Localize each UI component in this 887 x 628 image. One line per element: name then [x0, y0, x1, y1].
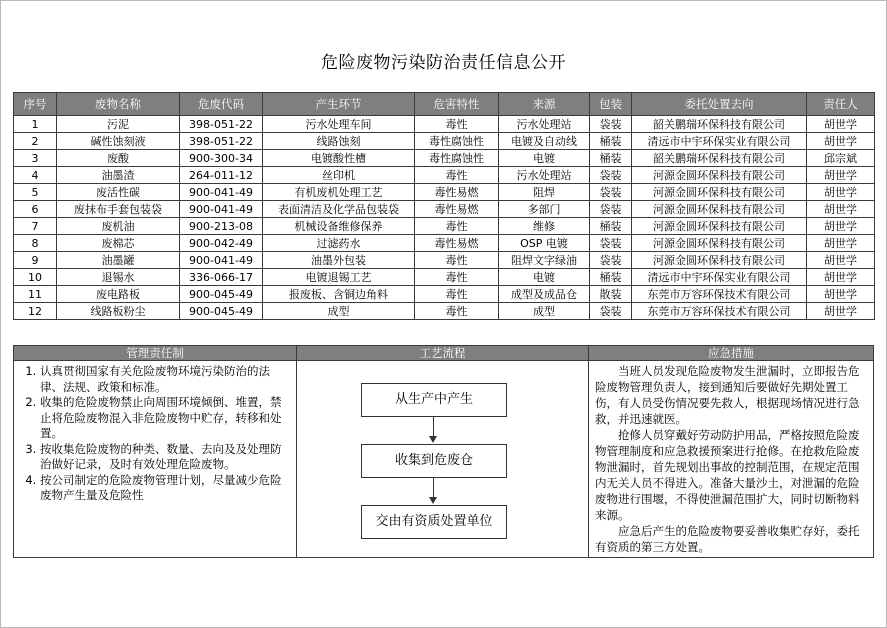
table-header-row: [14, 93, 875, 116]
cell-waste-name: 退锡水: [57, 269, 180, 286]
header-process-stage: 产生环节: [263, 93, 415, 116]
cell-process-stage: 机械设备维修保养: [263, 218, 415, 235]
cell-hazard-property: 毒性腐蚀性: [415, 133, 499, 150]
cell-process-stage: 丝印机: [263, 167, 415, 184]
cell-index: 11: [14, 286, 57, 303]
flow-arrow: [433, 416, 434, 438]
cell-source: 污水处理站: [499, 167, 590, 184]
cell-waste-code: 900-213-08: [180, 218, 263, 235]
header-disposal-destination: 委托处置去向: [632, 93, 807, 116]
cell-waste-name: 碱性蚀刻液: [57, 133, 180, 150]
info-panel: [13, 345, 874, 558]
table-row: [14, 218, 875, 235]
cell-responsible-person: 胡世学: [807, 184, 875, 201]
flow-step-generate: 从生产中产生: [361, 383, 507, 417]
cell-source: 多部门: [499, 201, 590, 218]
table-row: [14, 201, 875, 218]
cell-hazard-property: 毒性: [415, 269, 499, 286]
cell-process-stage: 表面清洁及化学品包装袋: [263, 201, 415, 218]
flow-step-collect: 收集到危废仓: [361, 444, 507, 478]
cell-process-stage: 污水处理车间: [263, 116, 415, 133]
cell-disposal-destination: 东莞市万容环保技术有限公司: [632, 303, 807, 320]
cell-disposal-destination: 清远市中宇环保实业有限公司: [632, 269, 807, 286]
emergency-header: 应急措施: [589, 346, 873, 361]
process-header: 工艺流程: [297, 346, 588, 361]
cell-disposal-destination: 河源金圆环保科技有限公司: [632, 167, 807, 184]
management-column: [14, 361, 296, 557]
cell-waste-name: 废抹布手套包装袋: [57, 201, 180, 218]
cell-hazard-property: 毒性易燃: [415, 184, 499, 201]
process-column: [297, 361, 588, 557]
cell-packaging: 袋装: [590, 252, 632, 269]
cell-index: 5: [14, 184, 57, 201]
cell-waste-name: 废活性碳: [57, 184, 180, 201]
table-row: [14, 269, 875, 286]
cell-waste-code: 336-066-17: [180, 269, 263, 286]
cell-responsible-person: 胡世学: [807, 167, 875, 184]
cell-index: 7: [14, 218, 57, 235]
table-row: [14, 184, 875, 201]
header-index: 序号: [14, 93, 57, 116]
header-responsible-person: 责任人: [807, 93, 875, 116]
cell-index: 1: [14, 116, 57, 133]
cell-packaging: 桶装: [590, 150, 632, 167]
table-row: [14, 303, 875, 320]
cell-disposal-destination: 河源金圆环保科技有限公司: [632, 201, 807, 218]
cell-responsible-person: 胡世学: [807, 235, 875, 252]
list-item: 2. 收集的危险废物禁止向周围环境倾倒、堆置，禁止将危险废物混入非危险废物中贮存，转移和处置。: [40, 395, 296, 442]
cell-packaging: 袋装: [590, 303, 632, 320]
cell-waste-code: 398-051-22: [180, 116, 263, 133]
cell-source: OSP 电镀: [499, 235, 590, 252]
hazardous-waste-table: [13, 92, 875, 320]
cell-process-stage: 过滤药水: [263, 235, 415, 252]
list-item: 1. 认真贯彻国家有关危险废物环境污染防治的法律、法规、政策和标准。: [40, 364, 296, 395]
cell-index: 3: [14, 150, 57, 167]
cell-responsible-person: 胡世学: [807, 252, 875, 269]
cell-disposal-destination: 韶关鹏瑞环保科技有限公司: [632, 150, 807, 167]
header-packaging: 包装: [590, 93, 632, 116]
cell-responsible-person: 胡世学: [807, 286, 875, 303]
cell-hazard-property: 毒性: [415, 116, 499, 133]
cell-responsible-person: 邱宗斌: [807, 150, 875, 167]
cell-disposal-destination: 东莞市万容环保技术有限公司: [632, 286, 807, 303]
cell-waste-name: 油墨渣: [57, 167, 180, 184]
cell-source: 成型及成品仓: [499, 286, 590, 303]
cell-packaging: 袋装: [590, 235, 632, 252]
arrow-down-icon: [429, 497, 437, 504]
management-list: [14, 364, 296, 504]
page-title: 危险废物污染防治责任信息公开: [321, 53, 566, 73]
cell-waste-code: 264-011-12: [180, 167, 263, 184]
cell-waste-code: 900-045-49: [180, 286, 263, 303]
cell-waste-code: 900-042-49: [180, 235, 263, 252]
cell-hazard-property: 毒性易燃: [415, 201, 499, 218]
flow-arrow: [433, 477, 434, 499]
cell-source: 维修: [499, 218, 590, 235]
table-row: [14, 252, 875, 269]
cell-index: 9: [14, 252, 57, 269]
table-row: [14, 286, 875, 303]
cell-waste-code: 900-045-49: [180, 303, 263, 320]
table-row: [14, 150, 875, 167]
cell-responsible-person: 胡世学: [807, 303, 875, 320]
cell-source: 电镀: [499, 150, 590, 167]
cell-responsible-person: 胡世学: [807, 269, 875, 286]
cell-index: 6: [14, 201, 57, 218]
cell-packaging: 桶装: [590, 269, 632, 286]
cell-source: 电镀: [499, 269, 590, 286]
cell-responsible-person: 胡世学: [807, 201, 875, 218]
cell-waste-name: 废机油: [57, 218, 180, 235]
cell-packaging: 袋装: [590, 116, 632, 133]
emergency-paragraph: 当班人员发现危险废物发生泄漏时，立即报告危险废物管理负责人，接到通知后要做好先期处置工伤，有人员受伤情况要先救人，根据现场情况进行急救，并迅速就医。: [595, 364, 860, 426]
header-waste-name: 废物名称: [57, 93, 180, 116]
cell-waste-code: 398-051-22: [180, 133, 263, 150]
header-waste-code: 危废代码: [180, 93, 263, 116]
cell-hazard-property: 毒性易燃: [415, 235, 499, 252]
cell-index: 10: [14, 269, 57, 286]
cell-process-stage: 电镀酸性槽: [263, 150, 415, 167]
cell-packaging: 散装: [590, 286, 632, 303]
flow-step-dispose: 交由有资质处置单位: [361, 505, 507, 539]
cell-process-stage: 报废板、含铜边角料: [263, 286, 415, 303]
cell-waste-name: 废酸: [57, 150, 180, 167]
header-source: 来源: [499, 93, 590, 116]
header-hazard-property: 危害特性: [415, 93, 499, 116]
cell-packaging: 桶装: [590, 133, 632, 150]
cell-waste-name: 废电路板: [57, 286, 180, 303]
cell-disposal-destination: 河源金圆环保科技有限公司: [632, 252, 807, 269]
emergency-paragraph: 应急后产生的危险废物要妥善收集贮存好，委托有资质的第三方处置。: [595, 524, 860, 554]
emergency-paragraph: 抢修人员穿戴好劳动防护用品，严格按照危险废物管理制度和应急救援预案进行抢修。在抢救危险废物泄漏时，首先规划出事故的控制范围，在规定范围内无关人员不得进入。准备大量沙土，对泄漏的危险废物进行围堰，不得使泄漏范围扩大，同时切断物料来源。: [595, 428, 860, 522]
cell-source: 污水处理站: [499, 116, 590, 133]
cell-disposal-destination: 河源金圆环保科技有限公司: [632, 218, 807, 235]
management-header: 管理责任制: [14, 346, 296, 361]
list-item: 4. 按公司制定的危险废物管理计划，尽量减少危险废物产生量及危险性: [40, 473, 296, 504]
cell-index: 2: [14, 133, 57, 150]
cell-responsible-person: 胡世学: [807, 133, 875, 150]
cell-process-stage: 成型: [263, 303, 415, 320]
list-item: 3. 按收集危险废物的种类、数量、去向及及处理防治做好记录，及时有效处理危险废物。: [40, 442, 296, 473]
cell-waste-name: 线路板粉尘: [57, 303, 180, 320]
cell-hazard-property: 毒性: [415, 252, 499, 269]
cell-responsible-person: 胡世学: [807, 116, 875, 133]
cell-waste-name: 油墨罐: [57, 252, 180, 269]
cell-packaging: 袋装: [590, 167, 632, 184]
cell-disposal-destination: 河源金圆环保科技有限公司: [632, 184, 807, 201]
cell-index: 4: [14, 167, 57, 184]
cell-hazard-property: 毒性: [415, 218, 499, 235]
cell-hazard-property: 毒性: [415, 167, 499, 184]
table-row: [14, 167, 875, 184]
cell-disposal-destination: 河源金圆环保科技有限公司: [632, 235, 807, 252]
cell-source: 阻焊: [499, 184, 590, 201]
cell-packaging: 袋装: [590, 201, 632, 218]
cell-index: 12: [14, 303, 57, 320]
cell-waste-name: 污泥: [57, 116, 180, 133]
cell-waste-code: 900-041-49: [180, 252, 263, 269]
cell-hazard-property: 毒性: [415, 303, 499, 320]
emergency-column: [589, 361, 873, 557]
cell-source: 电镀及自动线: [499, 133, 590, 150]
cell-process-stage: 油墨外包装: [263, 252, 415, 269]
table-row: [14, 116, 875, 133]
cell-source: 阻焊文字绿油: [499, 252, 590, 269]
cell-hazard-property: 毒性: [415, 286, 499, 303]
cell-process-stage: 线路蚀刻: [263, 133, 415, 150]
table-row: [14, 235, 875, 252]
cell-waste-code: 900-041-49: [180, 201, 263, 218]
cell-responsible-person: 胡世学: [807, 218, 875, 235]
cell-index: 8: [14, 235, 57, 252]
cell-waste-code: 900-300-34: [180, 150, 263, 167]
table-row: [14, 133, 875, 150]
cell-process-stage: 电镀退锡工艺: [263, 269, 415, 286]
cell-disposal-destination: 韶关鹏瑞环保科技有限公司: [632, 116, 807, 133]
cell-hazard-property: 毒性腐蚀性: [415, 150, 499, 167]
cell-waste-code: 900-041-49: [180, 184, 263, 201]
cell-waste-name: 废棉芯: [57, 235, 180, 252]
cell-source: 成型: [499, 303, 590, 320]
cell-packaging: 袋装: [590, 184, 632, 201]
arrow-down-icon: [429, 436, 437, 443]
cell-packaging: 桶装: [590, 218, 632, 235]
cell-disposal-destination: 清远市中宇环保实业有限公司: [632, 133, 807, 150]
cell-process-stage: 有机废机处理工艺: [263, 184, 415, 201]
